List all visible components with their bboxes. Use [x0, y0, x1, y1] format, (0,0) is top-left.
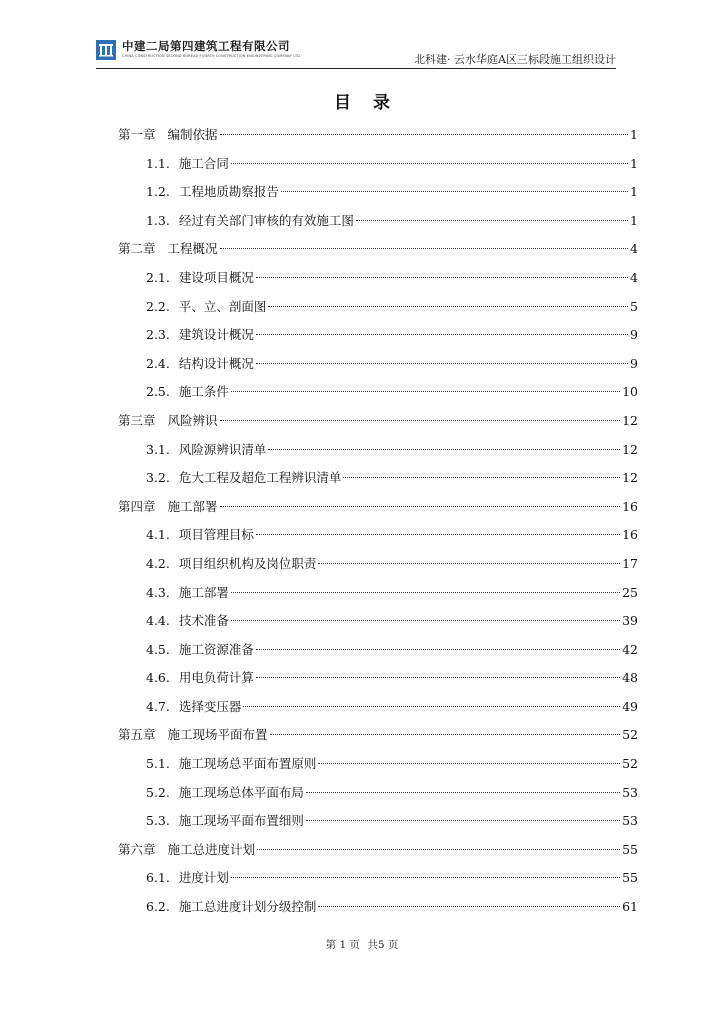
toc-dot-leader [231, 592, 620, 593]
toc-section-row[interactable] [118, 693, 638, 722]
toc-chapter-row[interactable] [118, 121, 638, 150]
toc-page-number: 49 [622, 698, 638, 714]
toc-dot-leader [257, 849, 620, 850]
toc-entry-number: 6.2. [146, 899, 170, 915]
toc-entry-label [146, 750, 316, 779]
toc-entry-label [146, 464, 341, 493]
toc-page-number: 1 [630, 127, 638, 142]
toc-entry-label [146, 350, 254, 379]
toc-entry-label [146, 178, 279, 207]
toc-entry-number: 1.2. [146, 184, 170, 200]
toc-entry-label [146, 207, 354, 236]
toc-entry-label [146, 864, 229, 893]
toc-page-number: 39 [622, 613, 638, 629]
toc-entry-text: 经过有关部门审核的有效施工图 [178, 212, 354, 228]
toc-page-number: 10 [622, 384, 638, 400]
toc-chapter-row[interactable] [118, 836, 638, 865]
toc-entry-label [118, 121, 218, 150]
toc-entry-number: 4.6. [146, 670, 170, 686]
toc-entry-number: 第四章 [118, 498, 156, 514]
toc-entry-number: 4.3. [146, 584, 170, 600]
toc-page-number: 53 [622, 813, 638, 829]
toc-section-row[interactable] [118, 321, 638, 350]
toc-entry-number: 2.5. [146, 384, 170, 400]
toc-entry-label [118, 235, 218, 264]
toc-dot-leader [256, 334, 628, 335]
toc-page-number: 48 [622, 670, 638, 686]
toc-entry-text: 编制依据 [167, 127, 218, 142]
toc-entry-text: 平、立、剖面图 [178, 298, 267, 314]
toc-page-number: 9 [630, 355, 638, 371]
toc-section-row[interactable] [118, 779, 638, 808]
toc-entry-label [146, 779, 304, 808]
toc-entry-text: 施工条件 [178, 384, 229, 400]
toc-page-number: 1 [630, 155, 638, 171]
toc-entry-text: 项目管理目标 [178, 527, 254, 543]
toc-entry-label [146, 607, 229, 636]
toc-dot-leader [220, 506, 621, 507]
toc-entry-text: 施工部署 [167, 498, 218, 514]
toc-page-number: 52 [622, 756, 638, 772]
toc-section-row[interactable] [118, 893, 638, 922]
toc-page-number: 1 [630, 184, 638, 200]
toc-entry-text: 施工总进度计划 [167, 841, 256, 857]
toc-entry-text: 建设项目概况 [178, 269, 254, 285]
toc-section-row[interactable] [118, 550, 638, 579]
toc-entry-label [118, 721, 268, 750]
toc-entry-label [146, 521, 254, 550]
toc-section-row[interactable] [118, 807, 638, 836]
toc-entry-text: 项目组织机构及岗位职责 [178, 555, 317, 571]
toc-entry-label [146, 579, 229, 608]
toc-entry-text: 施工总进度计划分级控制 [178, 899, 317, 915]
toc-dot-leader [220, 134, 629, 135]
toc-entry-number: 4.4. [146, 613, 170, 629]
project-name: 北科建· 云水华庭A区三标段施工组织设计 [414, 53, 616, 66]
toc-page-number: 4 [630, 269, 638, 285]
company-name-en: CHINA CONSTRUCTION SECOND BUREAU FOURTH CONSTRUCTION ENGINEERING COMPANY LTD. [122, 54, 302, 58]
toc-entry-text: 选择变压器 [178, 698, 242, 714]
toc-entry-label [146, 550, 316, 579]
toc-dot-leader [231, 163, 628, 164]
toc-entry-text: 进度计划 [178, 870, 229, 886]
toc-entry-number: 5.1. [146, 756, 170, 772]
toc-entry-text: 施工资源准备 [178, 641, 254, 657]
toc-entry-text: 施工现场平面布置细则 [178, 813, 304, 829]
toc-entry-text: 危大工程及超危工程辨识清单 [178, 470, 342, 486]
toc-section-row[interactable] [118, 664, 638, 693]
toc-entry-label [118, 836, 255, 865]
table-of-contents [118, 121, 638, 922]
toc-section-row[interactable] [118, 607, 638, 636]
toc-section-row[interactable] [118, 521, 638, 550]
toc-entry-number: 3.1. [146, 441, 170, 457]
toc-section-row[interactable] [118, 293, 638, 322]
toc-section-row[interactable] [118, 864, 638, 893]
toc-entry-number: 1.1. [146, 155, 170, 171]
toc-entry-label [146, 321, 254, 350]
toc-page-number: 55 [622, 841, 638, 857]
toc-page-number: 12 [622, 412, 638, 428]
toc-dot-leader [281, 191, 628, 192]
toc-section-row[interactable] [118, 464, 638, 493]
toc-dot-leader [243, 706, 620, 707]
toc-section-row[interactable] [118, 150, 638, 179]
toc-dot-leader [256, 277, 628, 278]
toc-entry-label [146, 807, 304, 836]
toc-entry-number: 5.2. [146, 784, 170, 800]
toc-entry-label [118, 407, 218, 436]
toc-entry-text: 结构设计概况 [178, 355, 254, 371]
toc-entry-text: 风险辨识 [167, 412, 218, 428]
toc-section-row[interactable] [118, 579, 638, 608]
toc-entry-text: 技术准备 [178, 613, 229, 629]
toc-entry-label [146, 293, 266, 322]
toc-entry-text: 工程概况 [167, 241, 218, 257]
toc-entry-number: 4.2. [146, 555, 170, 571]
toc-dot-leader [318, 563, 620, 564]
toc-page-number: 42 [622, 641, 638, 657]
toc-section-row[interactable] [118, 750, 638, 779]
toc-entry-number: 4.5. [146, 641, 170, 657]
toc-section-row[interactable] [118, 207, 638, 236]
toc-dot-leader [220, 248, 629, 249]
toc-page-number: 16 [622, 527, 638, 543]
toc-entry-number: 4.1. [146, 527, 170, 543]
toc-dot-leader [231, 877, 620, 878]
toc-entry-number: 2.4. [146, 355, 170, 371]
toc-page-number: 17 [622, 555, 638, 571]
toc-entry-number: 2.2. [146, 298, 170, 314]
toc-dot-leader [318, 906, 620, 907]
toc-chapter-row[interactable] [118, 721, 638, 750]
company-logo-icon [96, 40, 116, 60]
toc-entry-text: 工程地质勘察报告 [178, 184, 279, 200]
toc-section-row[interactable] [118, 178, 638, 207]
toc-entry-number: 2.1. [146, 269, 170, 285]
toc-entry-text: 用电负荷计算 [178, 670, 254, 686]
toc-chapter-row[interactable] [118, 407, 638, 436]
toc-dot-leader [256, 649, 620, 650]
toc-page-number: 55 [622, 870, 638, 886]
toc-chapter-row[interactable] [118, 493, 638, 522]
toc-page-number: 52 [622, 727, 638, 743]
toc-entry-number: 第三章 [118, 412, 156, 428]
toc-dot-leader [270, 734, 621, 735]
header-divider [96, 68, 616, 69]
toc-entry-label [146, 264, 254, 293]
page-header [96, 36, 616, 68]
toc-dot-leader [306, 792, 620, 793]
toc-page-number: 16 [622, 498, 638, 514]
toc-section-row[interactable] [118, 264, 638, 293]
toc-page-number: 4 [630, 241, 638, 257]
page-total: 共5 页 [367, 939, 399, 951]
toc-dot-leader [231, 620, 620, 621]
toc-entry-label [118, 493, 218, 522]
toc-section-row[interactable] [118, 436, 638, 465]
toc-section-row[interactable] [118, 378, 638, 407]
toc-entry-number: 5.3. [146, 813, 170, 829]
toc-page-number: 9 [630, 327, 638, 343]
toc-dot-leader [220, 420, 621, 421]
toc-entry-text: 建筑设计概况 [178, 327, 254, 343]
toc-dot-leader [343, 477, 620, 478]
toc-page-number: 25 [622, 584, 638, 600]
toc-page-number: 53 [622, 784, 638, 800]
toc-section-row[interactable] [118, 350, 638, 379]
toc-entry-label [146, 378, 229, 407]
toc-entry-number: 6.1. [146, 870, 170, 886]
toc-entry-number: 第一章 [118, 127, 156, 142]
page-title: 目录 [334, 93, 412, 113]
toc-entry-text: 施工现场总体平面布局 [178, 784, 304, 800]
toc-page-number: 5 [630, 298, 638, 314]
toc-page-number: 12 [622, 470, 638, 486]
toc-entry-label [146, 150, 229, 179]
toc-entry-label [146, 436, 266, 465]
toc-page-number: 1 [630, 212, 638, 228]
toc-entry-text: 施工现场总平面布置原则 [178, 756, 317, 772]
toc-entry-number: 第二章 [118, 241, 156, 257]
toc-entry-label [146, 664, 254, 693]
toc-dot-leader [256, 363, 628, 364]
toc-entry-number: 3.2. [146, 470, 170, 486]
toc-chapter-row[interactable] [118, 235, 638, 264]
toc-entry-text: 施工合同 [178, 155, 229, 171]
toc-dot-leader [268, 306, 628, 307]
toc-dot-leader [256, 534, 620, 535]
toc-dot-leader [318, 763, 620, 764]
company-name: 中建二局第四建筑工程有限公司 [122, 39, 290, 53]
toc-dot-leader [356, 220, 628, 221]
toc-page-number: 12 [622, 441, 638, 457]
toc-page-number: 61 [622, 899, 638, 915]
page-number: 第 1 页 [325, 939, 360, 951]
toc-entry-text: 施工部署 [178, 584, 229, 600]
toc-entry-number: 4.7. [146, 698, 170, 714]
toc-dot-leader [268, 449, 620, 450]
toc-entry-number: 2.3. [146, 327, 170, 343]
toc-dot-leader [231, 391, 620, 392]
toc-entry-text: 风险源辨识清单 [178, 441, 267, 457]
toc-dot-leader [306, 820, 620, 821]
toc-entry-number: 1.3. [146, 212, 170, 228]
page-footer [0, 937, 724, 952]
toc-entry-text: 施工现场平面布置 [167, 727, 268, 743]
toc-entry-label [146, 693, 241, 722]
toc-entry-label [146, 636, 254, 665]
toc-section-row[interactable] [118, 636, 638, 665]
toc-entry-number: 第五章 [118, 727, 156, 743]
toc-entry-number: 第六章 [118, 841, 156, 857]
toc-entry-label [146, 893, 316, 922]
toc-dot-leader [256, 677, 620, 678]
